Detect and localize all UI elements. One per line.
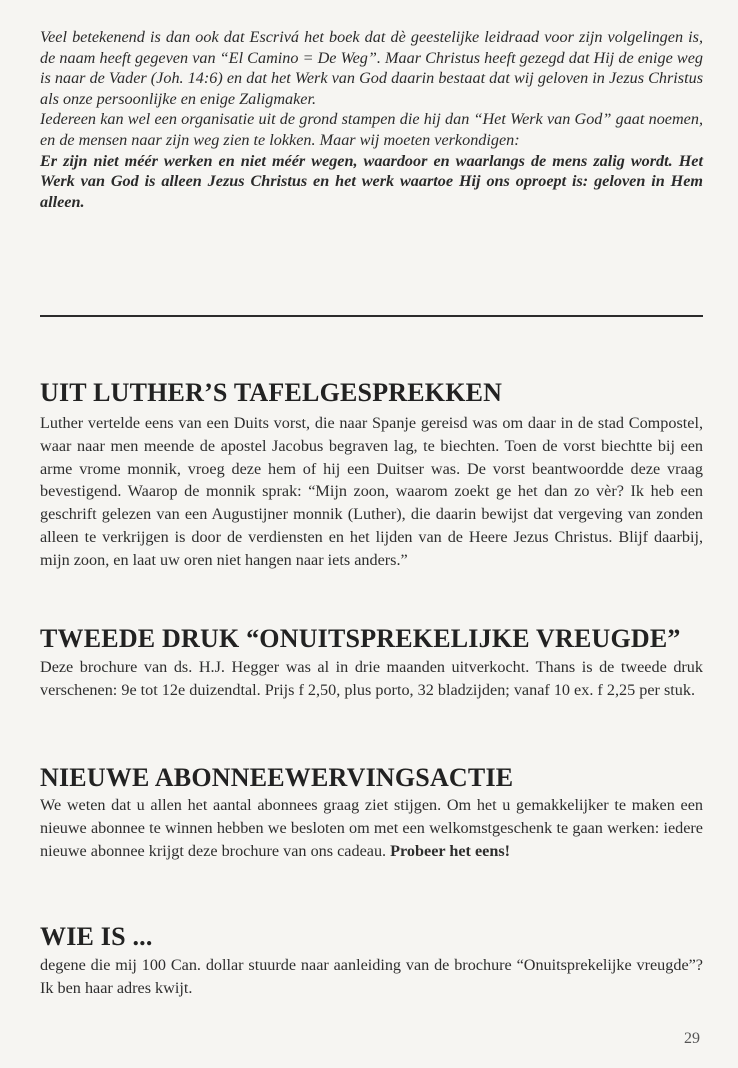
whois-body: degene die mij 100 Can. dollar stuurde naar aanleiding van de brochure “Onuitsprekelijke vreugde”? Ik ben haar adres kwijt. <box>40 956 703 997</box>
intro-paragraph-2: Iedereen kan wel een organisatie uit de grond stampen die hij dan “Het Werk van God” gaat noemen, en de mensen naar zijn weg zien te lokken. Maar wij moeten verkondigen: <box>40 110 703 149</box>
intro-emphasis: Er zijn niet méér werken en niet méér wegen, waardoor en waarlangs de mens zalig wordt. Het Werk van God is alleen Jezus Christus en het werk waartoe Hij ons oproept is: geloven in Hem alleen. <box>40 151 703 211</box>
campaign-body-text: We weten dat u allen het aantal abonnees graag ziet stijgen. Om het u gemakkelijker te maken een nieuwe abonnee te winnen hebben we besloten om met een welkomstgeschenk te gaan werken: iedere nieuwe abonnee krijgt deze brochure van ons cadeau. <box>40 796 703 860</box>
campaign-heading: NIEUWE ABONNEEWERVINGSACTIE <box>40 763 514 792</box>
section-divider <box>40 315 703 317</box>
campaign-callout: Probeer het eens! <box>390 841 511 860</box>
whois-heading: WIE IS ... <box>40 922 153 951</box>
reprint-heading: TWEEDE DRUK “ONUITSPREKELIJKE VREUGDE” <box>40 624 681 653</box>
luther-body: Luther vertelde eens van een Duits vorst, die naar Spanje gereisd was om daar in de stad Compostel, waar naar men meende de apostel Jacobus begraven lag, te biechten. Toen de vorst biechtte bij een arme vrome monnik, vroeg deze hem of hij een Duitser was. De vorst beantwoordde deze vraag bevestigend. Waarop de monnik sprak: “Mijn zoon, waarom zoekt ge het dan zo vèr? Ik heb een geschrift gelezen van een Augustijner monnik (Luther), die daarin bewijst dat vergeving van zonden alleen te verkrijgen is door de verdiensten en het lijden van de Heere Jezus Christus. Blijf daarbij, mijn zoon, en laat uw oren niet hangen naar iets anders.” <box>40 414 703 569</box>
reprint-body: Deze brochure van ds. H.J. Hegger was al in drie maanden uitverkocht. Thans is de tweede druk verschenen: 9e tot 12e duizendtal. Prijs f 2,50, plus porto, 32 bladzijden; vanaf 10 ex. f 2,25 per stuk. <box>40 658 703 699</box>
intro-block <box>40 27 703 212</box>
page-number: 29 <box>684 1030 700 1047</box>
intro-paragraph-1: Veel betekenend is dan ook dat Escrivá het boek dat dè geestelijke leidraad voor zijn volgelingen is, de naam heeft gegeven van “El Camino = De Weg”. Maar Christus heeft gezegd dat Hij de enige weg is naar de Vader (Joh. 14:6) en dat het Werk van God daarin bestaat dat wij geloven in Jezus Christus als onze persoonlijke en enige Zaligmaker. <box>40 28 703 108</box>
luther-heading: UIT LUTHER’S TAFELGESPREKKEN <box>40 378 503 407</box>
campaign-body <box>40 794 703 862</box>
